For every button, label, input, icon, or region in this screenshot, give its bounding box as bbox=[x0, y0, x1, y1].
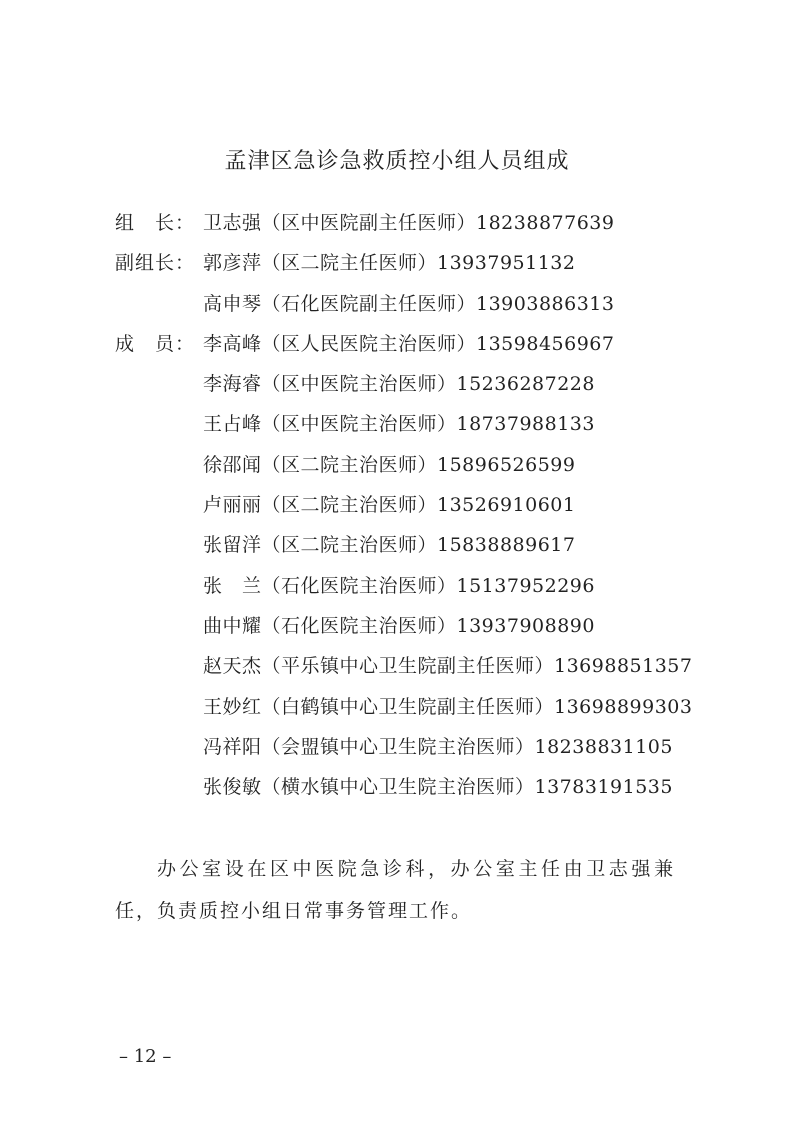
roster-row bbox=[115, 369, 735, 409]
roster-role: 副组长： bbox=[115, 252, 196, 275]
roster-role: 组 长： bbox=[115, 212, 196, 234]
roster-row bbox=[115, 651, 735, 691]
roster-entry: 徐邵闻（区二院主治医师）15896526599 bbox=[203, 453, 576, 476]
roster-row bbox=[115, 530, 735, 570]
roster-row bbox=[115, 571, 735, 611]
roster-row bbox=[115, 248, 735, 288]
roster-row bbox=[115, 289, 735, 329]
roster-row bbox=[115, 450, 735, 490]
roster-row bbox=[115, 611, 735, 651]
roster-entry: 曲中耀（石化医院主治医师）13937908890 bbox=[203, 614, 595, 637]
roster-row bbox=[115, 732, 735, 772]
roster-entry: 张留洋（区二院主治医师）15838889617 bbox=[203, 534, 576, 557]
roster-entry: 卢丽丽（区二院主治医师）13526910601 bbox=[203, 494, 576, 517]
member-roster bbox=[115, 208, 735, 812]
roster-entry: 王妙红（白鹤镇中心卫生院副主任医师）13698899303 bbox=[203, 695, 693, 718]
page-number: – 12 – bbox=[119, 1046, 172, 1067]
roster-entry: 李海睿（区中医院主治医师）15236287228 bbox=[203, 373, 595, 396]
roster-row bbox=[115, 490, 735, 530]
roster-entry: 冯祥阳（会盟镇中心卫生院主治医师）18238831105 bbox=[203, 735, 673, 758]
roster-entry: 张俊敏（横水镇中心卫生院主治医师）13783191535 bbox=[203, 776, 673, 799]
roster-row bbox=[115, 329, 735, 369]
roster-row bbox=[115, 409, 735, 449]
roster-role: 成 员： bbox=[115, 332, 196, 355]
roster-row bbox=[115, 692, 735, 732]
office-paragraph: 办公室设在区中医院急诊科，办公室主任由卫志强兼任，负责质控小组日常事务管理工作。 bbox=[115, 858, 675, 922]
roster-entry: 李高峰（区人民医院主治医师）13598456967 bbox=[203, 332, 615, 355]
roster-row bbox=[115, 208, 735, 248]
roster-entry: 郭彦萍（区二院主任医师）13937951132 bbox=[203, 252, 576, 275]
roster-entry: 高申琴（石化医院副主任医师）13903886313 bbox=[203, 292, 615, 315]
document-title: 孟津区急诊急救质控小组人员组成 bbox=[224, 149, 570, 174]
roster-entry: 赵天杰（平乐镇中心卫生院副主任医师）13698851357 bbox=[203, 655, 693, 678]
roster-entry: 王占峰（区中医院主治医师）18737988133 bbox=[203, 413, 595, 436]
roster-entry: 卫志强（区中医院副主任医师）18238877639 bbox=[203, 212, 615, 234]
roster-entry: 张 兰（石化医院主治医师）15137952296 bbox=[203, 574, 595, 597]
roster-row bbox=[115, 772, 735, 812]
